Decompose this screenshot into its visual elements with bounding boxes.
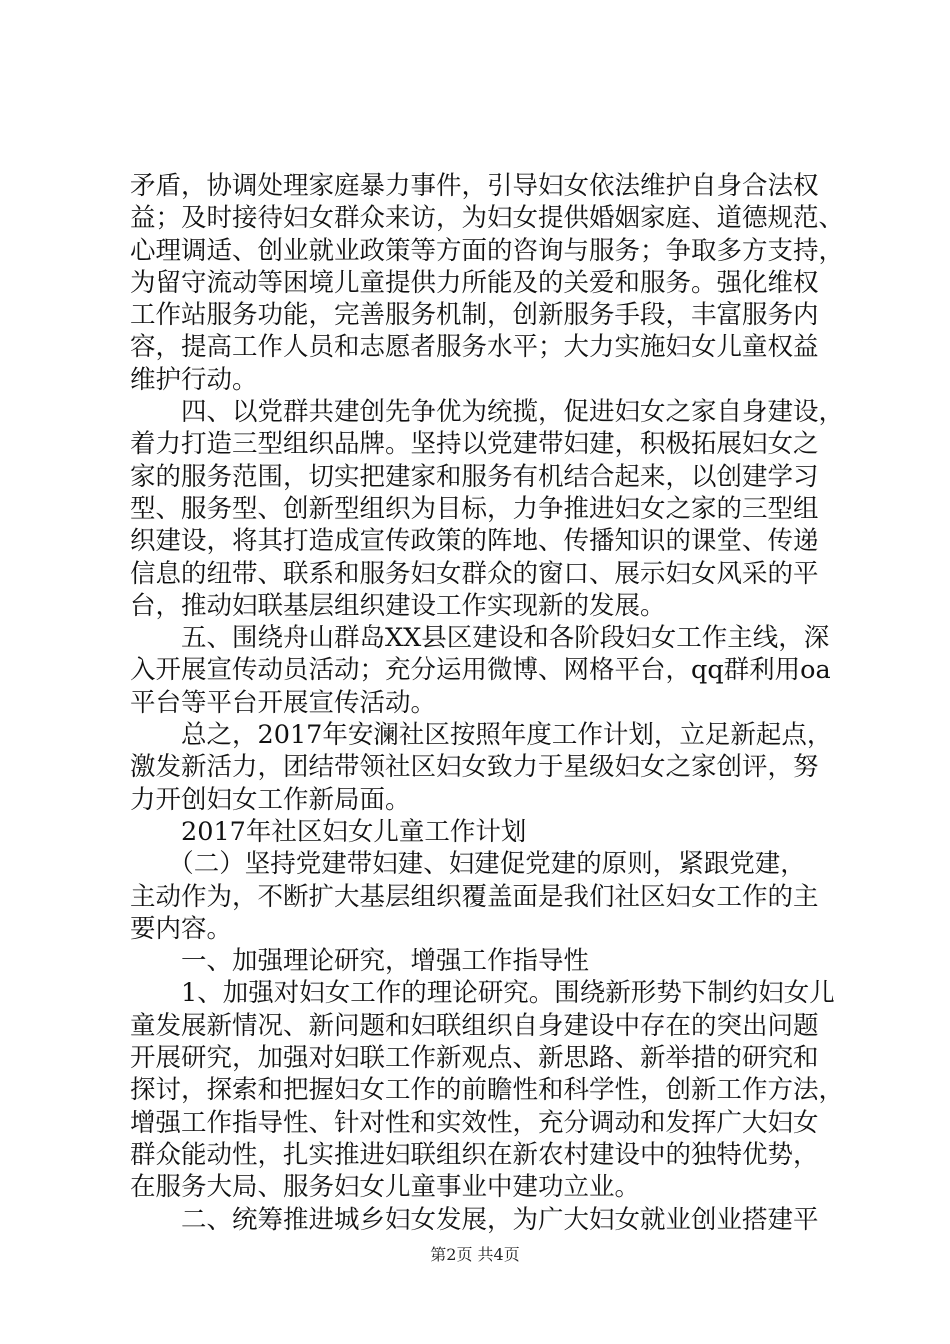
text-line: 益；及时接待妇女群众来访，为妇女提供婚姻家庭、道德规范、 — [130, 203, 845, 234]
text-line: 入开展宣传动员活动；充分运用微博、网格平台，qq群利用oa — [130, 655, 831, 686]
text-line: 信息的纽带、联系和服务妇女群众的窗口、展示妇女风采的平 — [130, 558, 819, 589]
page-number-footer: 第2页 共4页 — [430, 1245, 520, 1264]
text-line: 平台等平台开展宣传活动。 — [130, 687, 437, 718]
text-line: 童发展新情况、新问题和妇联组织自身建设中存在的突出问题 — [130, 1010, 819, 1041]
text-line: 维护行动。 — [130, 364, 258, 395]
text-line: 家的服务范围，切实把建家和服务有机结合起来，以创建学习 — [130, 461, 819, 492]
text-line: 容，提高工作人员和志愿者服务水平；大力实施妇女儿童权益 — [130, 332, 819, 363]
text-line: 探讨，探索和把握妇女工作的前瞻性和科学性，创新工作方法， — [130, 1075, 845, 1106]
text-line: 要内容。 — [130, 913, 233, 944]
text-line: 织建设，将其打造成宣传政策的阵地、传播知识的课堂、传递 — [130, 526, 819, 557]
text-line: 1、加强对妇女工作的理论研究。围绕新形势下制约妇女儿 — [130, 978, 835, 1009]
text-line: （二）坚持党建带妇建、妇建促党建的原则，紧跟党建， — [130, 849, 806, 880]
document-body — [130, 170, 850, 1236]
text-line: 激发新活力，团结带领社区妇女致力于星级妇女之家创评，努 — [130, 752, 819, 783]
document-title-line: 2017年社区妇女儿童工作计划 — [130, 816, 527, 847]
text-line: 总之，2017年安澜社区按照年度工作计划，立足新起点， — [130, 720, 833, 751]
text-line: 在服务大局、服务妇女儿童事业中建功立业。 — [130, 1172, 641, 1203]
text-line: 型、服务型、创新型组织为目标，力争推进妇女之家的三型组 — [130, 493, 819, 524]
text-line: 台，推动妇联基层组织建设工作实现新的发展。 — [130, 590, 666, 621]
section-heading-line: 五、围绕舟山群岛XX县区建设和各阶段妇女工作主线，深 — [130, 623, 830, 654]
text-line: 开展研究，加强对妇联工作新观点、新思路、新举措的研究和 — [130, 1043, 819, 1074]
text-line: 群众能动性，扎实推进妇联组织在新农村建设中的独特优势， — [130, 1139, 819, 1170]
text-line: 力开创妇女工作新局面。 — [130, 784, 411, 815]
text-line: 工作站服务功能，完善服务机制，创新服务手段，丰富服务内 — [130, 300, 819, 331]
section-heading-line: 一、加强理论研究，增强工作指导性 — [130, 946, 590, 977]
text-line: 主动作为，不断扩大基层组织覆盖面是我们社区妇女工作的主 — [130, 881, 819, 912]
text-line: 增强工作指导性、针对性和实效性，充分调动和发挥广大妇女 — [130, 1107, 819, 1138]
text-line: 为留守流动等困境儿童提供力所能及的关爱和服务。强化维权 — [130, 267, 819, 298]
text-line: 矛盾，协调处理家庭暴力事件，引导妇女依法维护自身合法权 — [130, 171, 819, 201]
section-heading-line: 四、以党群共建创先争优为统揽，促进妇女之家自身建设， — [130, 397, 845, 428]
text-line: 着力打造三型组织品牌。坚持以党建带妇建，积极拓展妇女之 — [130, 429, 819, 460]
text-line: 心理调适、创业就业政策等方面的咨询与服务；争取多方支持， — [130, 235, 845, 266]
section-heading-line: 二、统筹推进城乡妇女发展，为广大妇女就业创业搭建平 — [130, 1204, 819, 1235]
